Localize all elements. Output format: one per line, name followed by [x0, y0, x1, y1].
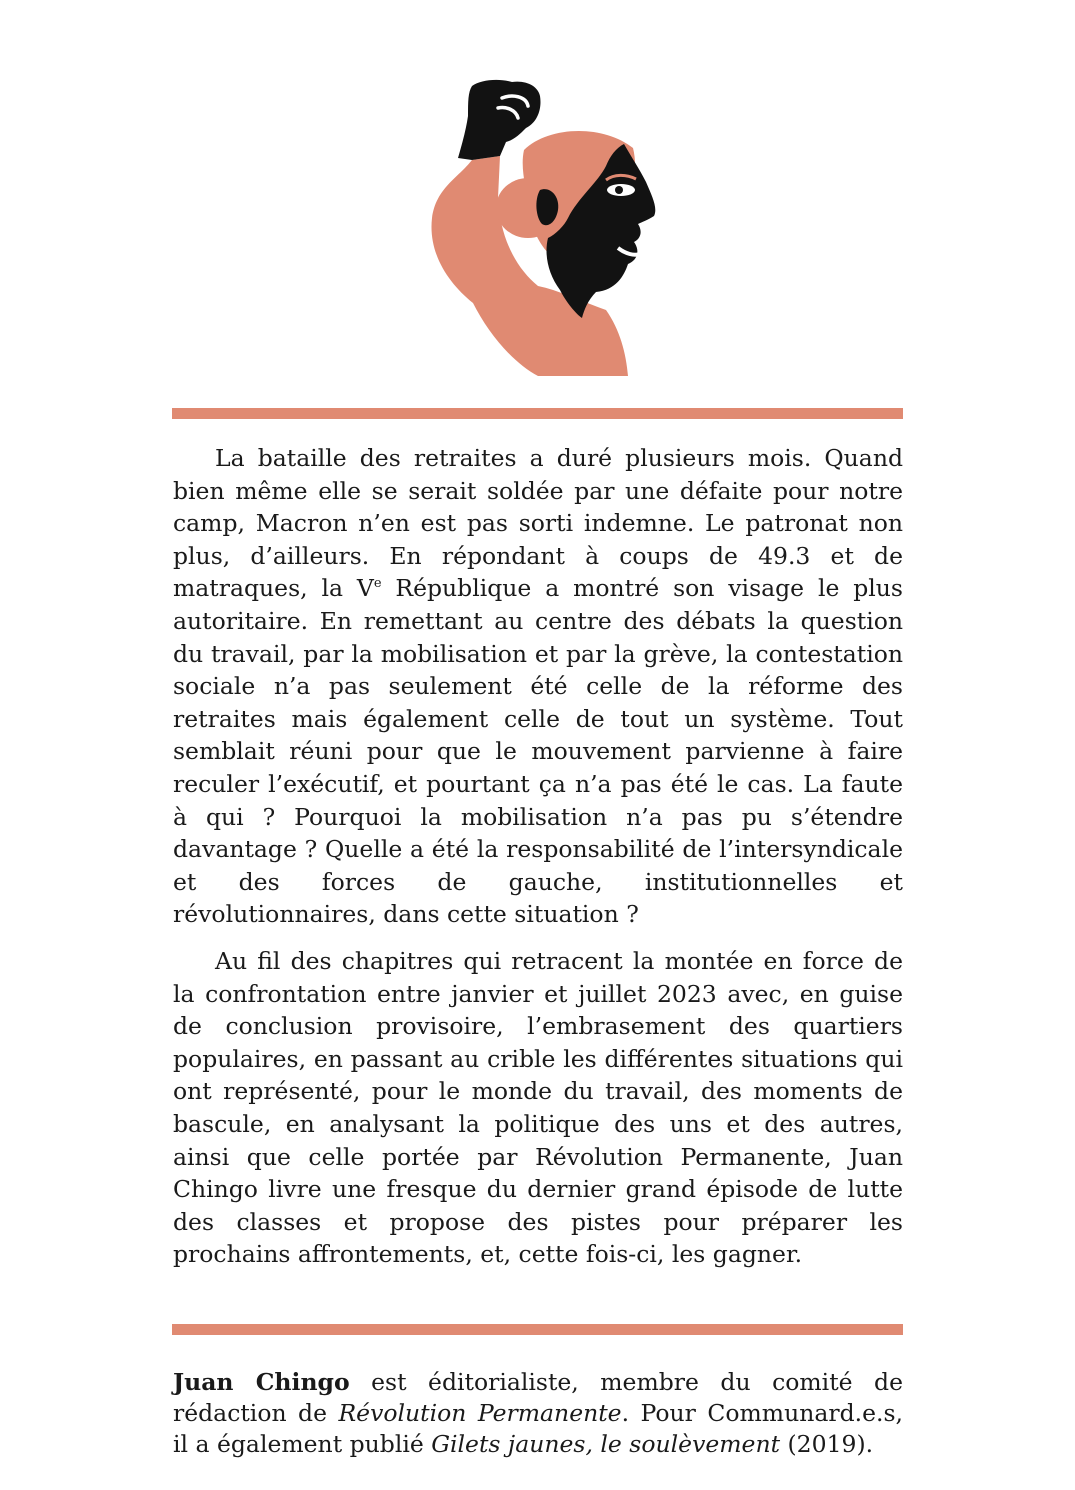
- top-divider: [172, 408, 903, 419]
- author-name: Juan Chingo: [173, 1368, 350, 1396]
- publication-title: Révolution Permanente: [338, 1399, 622, 1427]
- book-title: Gilets jaunes, le soulèvement: [431, 1430, 781, 1458]
- blurb-paragraph-1: [173, 442, 903, 931]
- bio-text-3: (2019).: [780, 1430, 874, 1458]
- blurb-paragraph-2: [173, 945, 903, 1271]
- paragraph-1-rest: République a montré son visage le plus autoritaire. En remettant au centre des débats la question du travail, par la mobilisation et par la grève, la contestation sociale n’a pas seulement été celle de la réforme des retraites mais également celle de tout un système. Tout semblait réuni pour que le mouvement parvienne à faire reculer l’exécutif, et pourtant ça n’a pas été le cas. La faute à qui ? Pourquoi la mobilisation n’a pas pu s’étendre davantage ? Quelle a été la responsabilité de l’intersyndicale et des forces de gauche, institutionnelles et révolutionnaires, dans cette situation ?: [173, 574, 903, 929]
- paragraph-1-lead: La bataille des retraites a duré plusieurs mois. Quand bien même elle se serait soldée par une défaite pour notre camp, Macron n’en est pas sorti indemne. Le patronat non plus, d’ailleurs. En répondant à coups de 49.3 et de matraques, la V: [173, 444, 903, 603]
- eye-pupil: [615, 186, 623, 194]
- superscript-e: e: [373, 576, 382, 592]
- bottom-divider: [172, 1324, 903, 1335]
- raised-fist-profile-icon: [428, 78, 662, 378]
- bio-text-2: . Pour Communard.e.s, il a également publié: [173, 1399, 903, 1458]
- bio-text-1: est éditorialiste, membre du comité de rédaction de: [173, 1368, 903, 1427]
- author-bio: [173, 1367, 903, 1460]
- paragraph-2-text: Au fil des chapitres qui retracent la montée en force de la confrontation entre janvier et juillet 2023 avec, en guise de conclusion provisoire, l’embrasement des quartiers populaires, en passant au crible les différentes situations qui ont représenté, pour le monde du travail, des moments de bascule, en analysant la politique des uns et des autres, ainsi que celle portée par Révolution Permanente, Juan Chingo livre une fresque du dernier grand épisode de lutte des classes et propose des pistes pour préparer les prochains affrontements, et, cette fois-ci, les gagner.: [173, 947, 903, 1269]
